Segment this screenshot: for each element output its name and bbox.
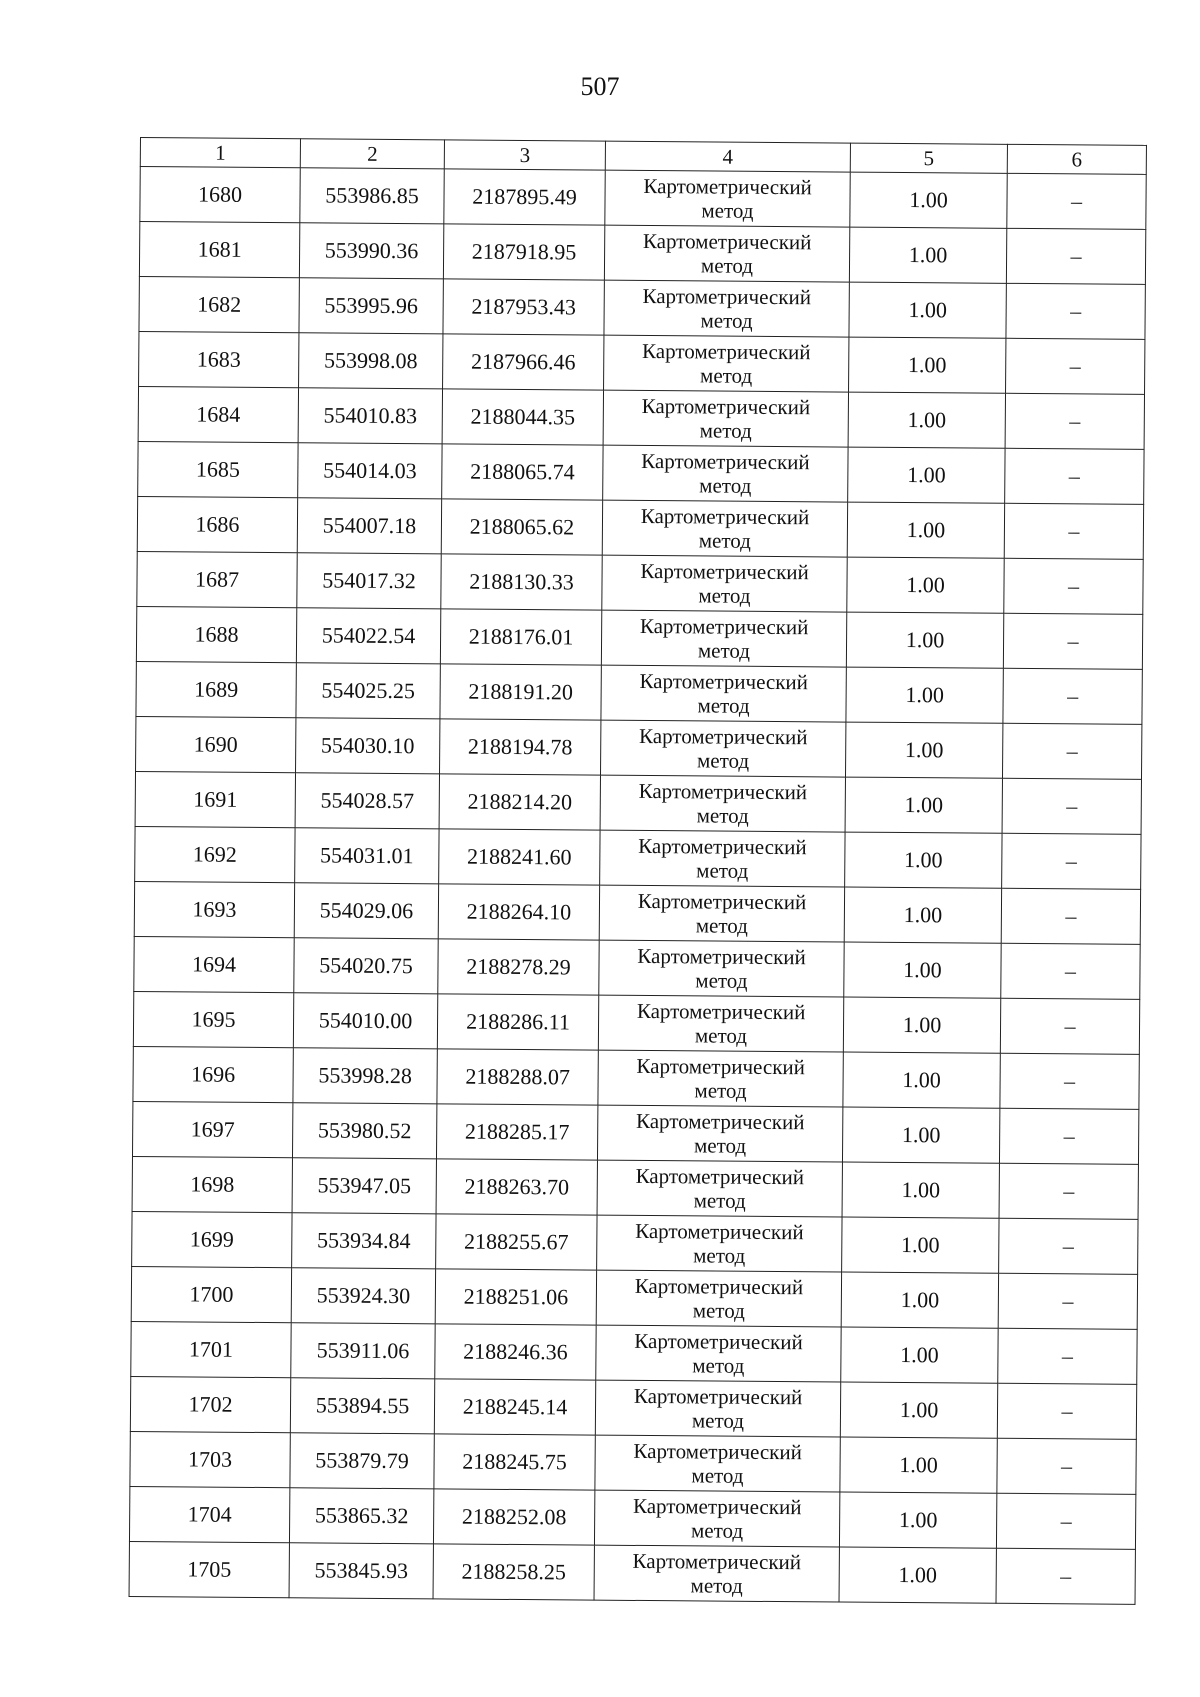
accuracy-cell: 1.00 xyxy=(841,1327,998,1383)
method-line-2: метод xyxy=(694,1078,747,1103)
note-cell: – xyxy=(997,1383,1136,1439)
point-number-cell: 1697 xyxy=(132,1101,292,1157)
y-coordinate-cell: 2188263.70 xyxy=(436,1159,597,1215)
method-cell xyxy=(604,335,849,392)
method-cell xyxy=(598,1050,843,1107)
y-coordinate-cell: 2188278.29 xyxy=(438,939,599,995)
point-number-cell: 1684 xyxy=(138,386,298,442)
column-header: 6 xyxy=(1007,144,1146,174)
point-number-cell: 1680 xyxy=(140,167,300,223)
table-row xyxy=(134,936,1140,999)
method-line-2: метод xyxy=(695,913,748,938)
method-line-1: Картометрический xyxy=(642,228,812,255)
x-coordinate-cell: 553934.84 xyxy=(292,1213,436,1269)
table-row xyxy=(137,551,1143,614)
x-coordinate-cell: 553879.79 xyxy=(290,1433,434,1489)
method-line-2: метод xyxy=(693,1243,746,1268)
note-cell: – xyxy=(1007,173,1146,229)
column-header: 1 xyxy=(140,138,300,168)
note-cell: – xyxy=(997,1438,1136,1494)
method-line-2: метод xyxy=(693,1133,747,1158)
x-coordinate-cell: 553845.93 xyxy=(289,1543,433,1599)
accuracy-cell: 1.00 xyxy=(845,722,1002,778)
table-row xyxy=(135,826,1141,889)
point-number-cell: 1685 xyxy=(138,441,298,497)
method-line-1: Картометрический xyxy=(635,1108,805,1135)
accuracy-cell: 1.00 xyxy=(844,887,1001,943)
table-row xyxy=(133,991,1139,1054)
note-cell: – xyxy=(999,1108,1138,1164)
method-cell xyxy=(599,885,844,942)
method-line-1: Картометрический xyxy=(639,613,809,640)
method-line-1: Картометрический xyxy=(635,1163,805,1190)
y-coordinate-cell: 2187895.49 xyxy=(444,169,605,225)
method-line-1: Картометрический xyxy=(634,1328,803,1355)
method-cell xyxy=(597,1160,842,1217)
method-cell xyxy=(601,720,846,777)
method-cell xyxy=(604,225,849,282)
method-cell xyxy=(597,1105,842,1162)
note-cell: – xyxy=(998,1273,1137,1329)
x-coordinate-cell: 553990.36 xyxy=(299,223,443,279)
page-number: 507 xyxy=(580,72,620,101)
method-line-1: Картометрический xyxy=(637,943,806,970)
x-coordinate-cell: 553894.55 xyxy=(290,1378,434,1434)
note-cell: – xyxy=(999,1218,1138,1274)
table-row xyxy=(132,1211,1138,1274)
point-number-cell: 1699 xyxy=(132,1211,292,1267)
method-cell xyxy=(600,775,845,832)
x-coordinate-cell: 554017.32 xyxy=(297,553,441,609)
method-line-1: Картометрический xyxy=(635,1218,804,1245)
point-number-cell: 1687 xyxy=(137,551,297,607)
y-coordinate-cell: 2188285.17 xyxy=(436,1104,597,1160)
accuracy-cell: 1.00 xyxy=(850,172,1007,228)
method-cell xyxy=(603,445,848,502)
method-line-2: метод xyxy=(691,1408,745,1433)
x-coordinate-cell: 553998.28 xyxy=(293,1048,437,1104)
method-line-1: Картометрический xyxy=(633,1383,803,1410)
point-number-cell: 1690 xyxy=(136,716,296,772)
y-coordinate-cell: 2188130.33 xyxy=(441,554,602,610)
table-body xyxy=(129,167,1146,1605)
accuracy-cell: 1.00 xyxy=(840,1382,997,1438)
method-line-2: метод xyxy=(701,198,754,223)
method-line-2: метод xyxy=(690,1518,744,1543)
coordinates-table xyxy=(129,137,1147,1605)
point-number-cell: 1692 xyxy=(135,826,295,882)
accuracy-cell: 1.00 xyxy=(844,942,1001,998)
method-cell xyxy=(595,1435,840,1492)
accuracy-cell: 1.00 xyxy=(846,667,1003,723)
accuracy-cell: 1.00 xyxy=(847,502,1004,558)
method-line-2: метод xyxy=(695,968,748,993)
note-cell: – xyxy=(1002,723,1141,779)
method-cell xyxy=(601,610,846,667)
method-line-2: метод xyxy=(694,1023,748,1048)
table-row xyxy=(130,1431,1136,1494)
method-line-2: метод xyxy=(693,1188,746,1213)
y-coordinate-cell: 2188241.60 xyxy=(439,829,600,885)
method-line-2: метод xyxy=(696,803,749,828)
note-cell: – xyxy=(1006,228,1145,284)
point-number-cell: 1705 xyxy=(129,1541,289,1597)
table-row xyxy=(140,167,1146,230)
note-cell: – xyxy=(1006,338,1145,394)
x-coordinate-cell: 554028.57 xyxy=(295,773,439,829)
accuracy-cell: 1.00 xyxy=(847,557,1004,613)
x-coordinate-cell: 554025.25 xyxy=(296,663,440,719)
method-line-1: Картометрический xyxy=(638,833,807,860)
method-line-2: метод xyxy=(692,1353,745,1378)
note-cell: – xyxy=(1001,888,1140,944)
method-cell xyxy=(598,995,843,1052)
method-line-1: Картометрический xyxy=(638,723,808,750)
note-cell: – xyxy=(996,1493,1135,1549)
method-line-1: Картометрический xyxy=(632,1548,802,1575)
y-coordinate-cell: 2188245.75 xyxy=(434,1434,595,1490)
table-row xyxy=(131,1321,1137,1384)
column-header: 5 xyxy=(850,143,1007,173)
x-coordinate-cell: 554022.54 xyxy=(296,608,440,664)
point-number-cell: 1702 xyxy=(130,1376,290,1432)
method-line-2: метод xyxy=(698,583,751,608)
y-coordinate-cell: 2188176.01 xyxy=(440,609,601,665)
method-line-1: Картометрический xyxy=(642,338,811,365)
table-row xyxy=(130,1376,1136,1439)
table-row xyxy=(137,496,1143,559)
table-row xyxy=(138,386,1144,449)
accuracy-cell: 1.00 xyxy=(848,392,1005,448)
method-line-2: метод xyxy=(700,308,753,333)
note-cell: – xyxy=(1003,613,1142,669)
point-number-cell: 1689 xyxy=(136,661,296,717)
point-number-cell: 1682 xyxy=(139,276,299,332)
method-line-1: Картометрический xyxy=(636,998,806,1025)
table-row xyxy=(132,1156,1138,1219)
accuracy-cell: 1.00 xyxy=(845,777,1002,833)
method-line-1: Картометрический xyxy=(634,1273,804,1300)
column-header: 2 xyxy=(300,139,444,169)
x-coordinate-cell: 553995.96 xyxy=(299,278,443,334)
method-cell xyxy=(604,280,849,337)
x-coordinate-cell: 553911.06 xyxy=(291,1323,435,1379)
method-cell xyxy=(594,1545,839,1602)
y-coordinate-cell: 2188251.06 xyxy=(435,1269,596,1325)
method-line-2: метод xyxy=(696,748,750,773)
y-coordinate-cell: 2188286.11 xyxy=(437,994,598,1050)
y-coordinate-cell: 2188264.10 xyxy=(438,884,599,940)
method-line-1: Картометрический xyxy=(637,888,807,915)
accuracy-cell: 1.00 xyxy=(840,1437,997,1493)
method-line-2: метод xyxy=(699,418,752,443)
x-coordinate-cell: 554029.06 xyxy=(294,883,438,939)
accuracy-cell: 1.00 xyxy=(839,1547,996,1603)
accuracy-cell: 1.00 xyxy=(841,1272,998,1328)
y-coordinate-cell: 2188065.62 xyxy=(441,499,602,555)
method-line-1: Картометрический xyxy=(633,1438,803,1465)
method-line-1: Картометрический xyxy=(640,558,809,585)
y-coordinate-cell: 2188044.35 xyxy=(442,389,603,445)
x-coordinate-cell: 554010.83 xyxy=(298,388,442,444)
x-coordinate-cell: 553980.52 xyxy=(292,1103,436,1159)
method-cell xyxy=(597,1215,842,1272)
note-cell: – xyxy=(1000,1053,1139,1109)
y-coordinate-cell: 2188191.20 xyxy=(440,664,601,720)
x-coordinate-cell: 553947.05 xyxy=(292,1158,436,1214)
y-coordinate-cell: 2187966.46 xyxy=(443,334,604,390)
y-coordinate-cell: 2188258.25 xyxy=(433,1544,594,1600)
table-row xyxy=(135,771,1141,834)
note-cell: – xyxy=(998,1328,1137,1384)
accuracy-cell: 1.00 xyxy=(848,447,1005,503)
point-number-cell: 1700 xyxy=(131,1266,291,1322)
note-cell: – xyxy=(1005,393,1144,449)
method-line-1: Картометрический xyxy=(640,503,810,530)
accuracy-cell: 1.00 xyxy=(845,832,1002,888)
point-number-cell: 1681 xyxy=(139,222,299,278)
point-number-cell: 1704 xyxy=(129,1486,289,1542)
point-number-cell: 1683 xyxy=(139,331,299,387)
point-number-cell: 1703 xyxy=(130,1431,290,1487)
method-line-1: Картометрический xyxy=(639,668,809,695)
method-line-1: Картометрический xyxy=(641,448,810,475)
note-cell: – xyxy=(1003,668,1142,724)
method-cell xyxy=(596,1270,841,1327)
method-cell xyxy=(595,1380,840,1437)
method-line-2: метод xyxy=(692,1298,745,1323)
table-row xyxy=(131,1266,1137,1329)
method-cell xyxy=(601,665,846,722)
accuracy-cell: 1.00 xyxy=(842,1162,999,1218)
note-cell: – xyxy=(1006,283,1145,339)
note-cell: – xyxy=(1002,833,1141,889)
accuracy-cell: 1.00 xyxy=(843,997,1000,1053)
method-line-2: метод xyxy=(691,1463,744,1488)
note-cell: – xyxy=(1000,998,1139,1054)
note-cell: – xyxy=(999,1163,1138,1219)
table-row xyxy=(129,1541,1135,1604)
y-coordinate-cell: 2188245.14 xyxy=(434,1379,595,1435)
point-number-cell: 1688 xyxy=(136,606,296,662)
y-coordinate-cell: 2188255.67 xyxy=(436,1214,597,1270)
table-row xyxy=(136,661,1142,724)
point-number-cell: 1698 xyxy=(132,1156,292,1212)
method-line-1: Картометрический xyxy=(636,1053,806,1080)
table-row xyxy=(129,1486,1135,1549)
note-cell: – xyxy=(1001,943,1140,999)
note-cell: – xyxy=(1005,448,1144,504)
method-line-1: Картометрический xyxy=(643,173,812,200)
note-cell: – xyxy=(1004,558,1143,614)
table-row xyxy=(133,1046,1139,1109)
table-row xyxy=(132,1101,1138,1164)
table-row xyxy=(138,441,1144,504)
y-coordinate-cell: 2188252.08 xyxy=(433,1489,594,1545)
method-line-2: метод xyxy=(699,473,752,498)
column-header: 4 xyxy=(605,141,850,172)
point-number-cell: 1693 xyxy=(134,881,294,937)
method-cell xyxy=(602,500,847,557)
x-coordinate-cell: 554010.00 xyxy=(293,993,437,1049)
x-coordinate-cell: 553865.32 xyxy=(289,1488,433,1544)
method-line-1: Картометрический xyxy=(638,778,808,805)
y-coordinate-cell: 2188288.07 xyxy=(437,1049,598,1105)
accuracy-cell: 1.00 xyxy=(849,227,1006,283)
method-line-2: метод xyxy=(697,693,750,718)
y-coordinate-cell: 2188065.74 xyxy=(442,444,603,500)
table-row xyxy=(134,881,1140,944)
method-line-1: Картометрический xyxy=(632,1493,802,1520)
note-cell: – xyxy=(1004,503,1143,559)
method-cell xyxy=(599,940,844,997)
method-cell xyxy=(605,170,850,227)
method-line-1: Картометрический xyxy=(642,283,812,310)
y-coordinate-cell: 2187918.95 xyxy=(443,224,604,280)
accuracy-cell: 1.00 xyxy=(839,1492,996,1548)
note-cell: – xyxy=(996,1548,1135,1604)
point-number-cell: 1695 xyxy=(133,991,293,1047)
method-cell xyxy=(602,555,847,612)
table-row xyxy=(139,276,1145,339)
table-row xyxy=(136,606,1142,669)
method-line-2: метод xyxy=(690,1573,743,1598)
point-number-cell: 1701 xyxy=(131,1321,291,1377)
y-coordinate-cell: 2187953.43 xyxy=(443,279,604,335)
x-coordinate-cell: 554031.01 xyxy=(295,828,439,884)
table-row xyxy=(136,716,1142,779)
x-coordinate-cell: 553924.30 xyxy=(291,1268,435,1324)
x-coordinate-cell: 553998.08 xyxy=(299,333,443,389)
x-coordinate-cell: 553986.85 xyxy=(300,168,444,224)
column-header: 3 xyxy=(444,140,605,170)
point-number-cell: 1694 xyxy=(134,936,294,992)
method-line-1: Картометрический xyxy=(641,393,811,420)
accuracy-cell: 1.00 xyxy=(842,1217,999,1273)
accuracy-cell: 1.00 xyxy=(843,1052,1000,1108)
point-number-cell: 1696 xyxy=(133,1046,293,1102)
accuracy-cell: 1.00 xyxy=(846,612,1003,668)
method-cell xyxy=(596,1325,841,1382)
method-line-2: метод xyxy=(700,363,753,388)
x-coordinate-cell: 554020.75 xyxy=(294,938,438,994)
accuracy-cell: 1.00 xyxy=(849,337,1006,393)
method-line-2: метод xyxy=(697,638,751,663)
point-number-cell: 1691 xyxy=(135,771,295,827)
x-coordinate-cell: 554014.03 xyxy=(298,443,442,499)
method-line-2: метод xyxy=(696,858,749,883)
note-cell: – xyxy=(1002,778,1141,834)
accuracy-cell: 1.00 xyxy=(842,1107,999,1163)
x-coordinate-cell: 554030.10 xyxy=(296,718,440,774)
table-row xyxy=(139,331,1145,394)
y-coordinate-cell: 2188214.20 xyxy=(439,774,600,830)
table-row xyxy=(139,222,1145,285)
point-number-cell: 1686 xyxy=(137,496,297,552)
accuracy-cell: 1.00 xyxy=(849,282,1006,338)
method-cell xyxy=(603,390,848,447)
y-coordinate-cell: 2188246.36 xyxy=(435,1324,596,1380)
method-line-2: метод xyxy=(698,528,751,553)
method-line-2: метод xyxy=(700,253,754,278)
method-cell xyxy=(594,1490,839,1547)
x-coordinate-cell: 554007.18 xyxy=(297,498,441,554)
method-cell xyxy=(600,830,845,887)
y-coordinate-cell: 2188194.78 xyxy=(440,719,601,775)
